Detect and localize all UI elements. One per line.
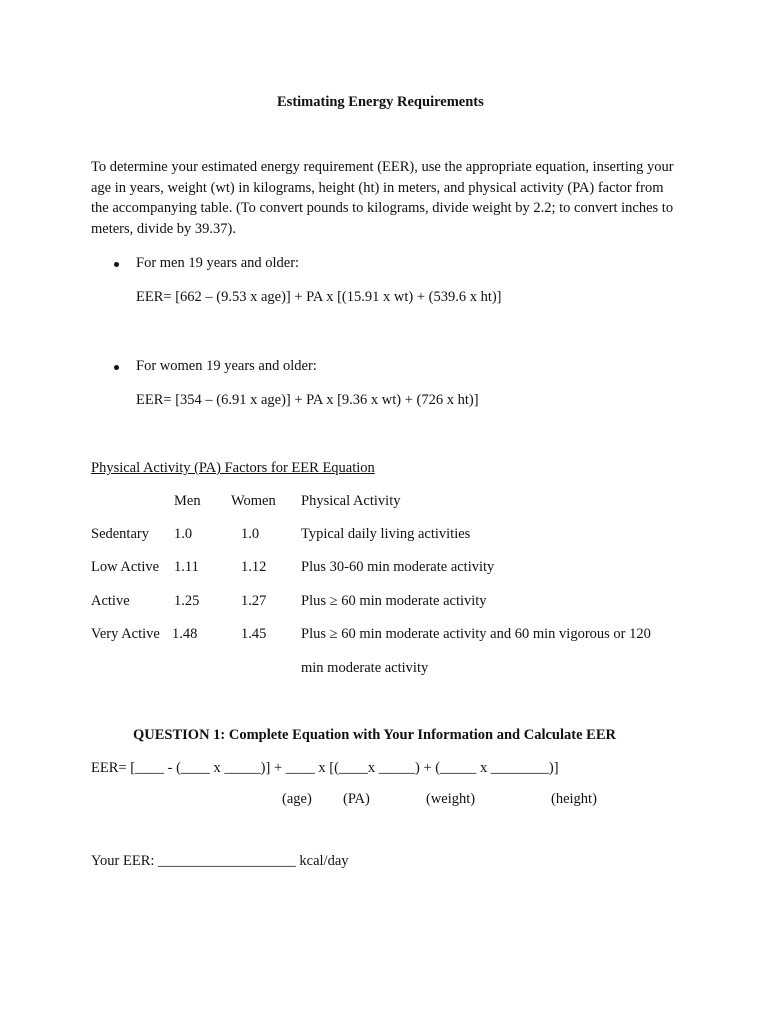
header-activity: Physical Activity — [301, 493, 401, 509]
row-level: Sedentary — [91, 526, 149, 542]
label-weight: (weight) — [426, 791, 476, 807]
row-men: 1.0 — [174, 526, 193, 542]
page-title: Estimating Energy Requirements — [277, 94, 484, 110]
header-women: Women — [231, 493, 276, 509]
row-men: 1.11 — [174, 559, 199, 575]
label-pa: (PA) — [343, 791, 370, 807]
row-level: Active — [91, 593, 130, 609]
row-level: Low Active — [91, 559, 160, 575]
bullet-icon — [114, 262, 119, 267]
row-women: 1.0 — [241, 526, 260, 542]
header-men: Men — [174, 493, 201, 509]
women-label: For women 19 years and older: — [136, 358, 317, 374]
row-activity: Typical daily living activities — [301, 526, 471, 542]
question-equation: EER= [____ - (____ x _____)] + ____ x [(____x _____) + (_____ x ________)] — [91, 760, 559, 776]
row-activity: Plus 30-60 min moderate activity — [301, 559, 495, 575]
row-women: 1.27 — [241, 593, 267, 609]
row-men: 1.25 — [174, 593, 200, 609]
intro-paragraph: To determine your estimated energy requirement (EER), use the appropriate equation, inserting your age in years, weight (wt) in kilograms, height (ht) in meters, and physical activity (PA) factor from the accompanying table. (To convert pounds to kilograms, divide weight by 2.2; to convert inches to meters, divide by 39.37). — [91, 159, 674, 237]
row-activity-continued: min moderate activity — [301, 660, 429, 676]
men-label: For men 19 years and older: — [136, 255, 300, 271]
question-title: QUESTION 1: Complete Equation with Your Information and Calculate EER — [133, 727, 616, 743]
men-equation: EER= [662 – (9.53 x age)] + PA x [(15.91 x wt) + (539.6 x ht)] — [136, 289, 502, 305]
bullet-icon — [114, 365, 119, 370]
row-activity: Plus ≥ 60 min moderate activity — [301, 593, 487, 609]
your-eer-line: Your EER: ___________________ kcal/day — [91, 853, 349, 869]
table-heading: Physical Activity (PA) Factors for EER Equation — [91, 460, 375, 476]
row-level: Very Active — [91, 626, 160, 642]
women-equation: EER= [354 – (6.91 x age)] + PA x [9.36 x wt) + (726 x ht)] — [136, 392, 479, 408]
label-height: (height) — [551, 791, 597, 807]
row-women: 1.12 — [241, 559, 267, 575]
row-activity: Plus ≥ 60 min moderate activity and 60 min vigorous or 120 — [301, 626, 651, 642]
row-women: 1.45 — [241, 626, 267, 642]
label-age: (age) — [282, 791, 312, 807]
row-men: 1.48 — [172, 626, 198, 642]
